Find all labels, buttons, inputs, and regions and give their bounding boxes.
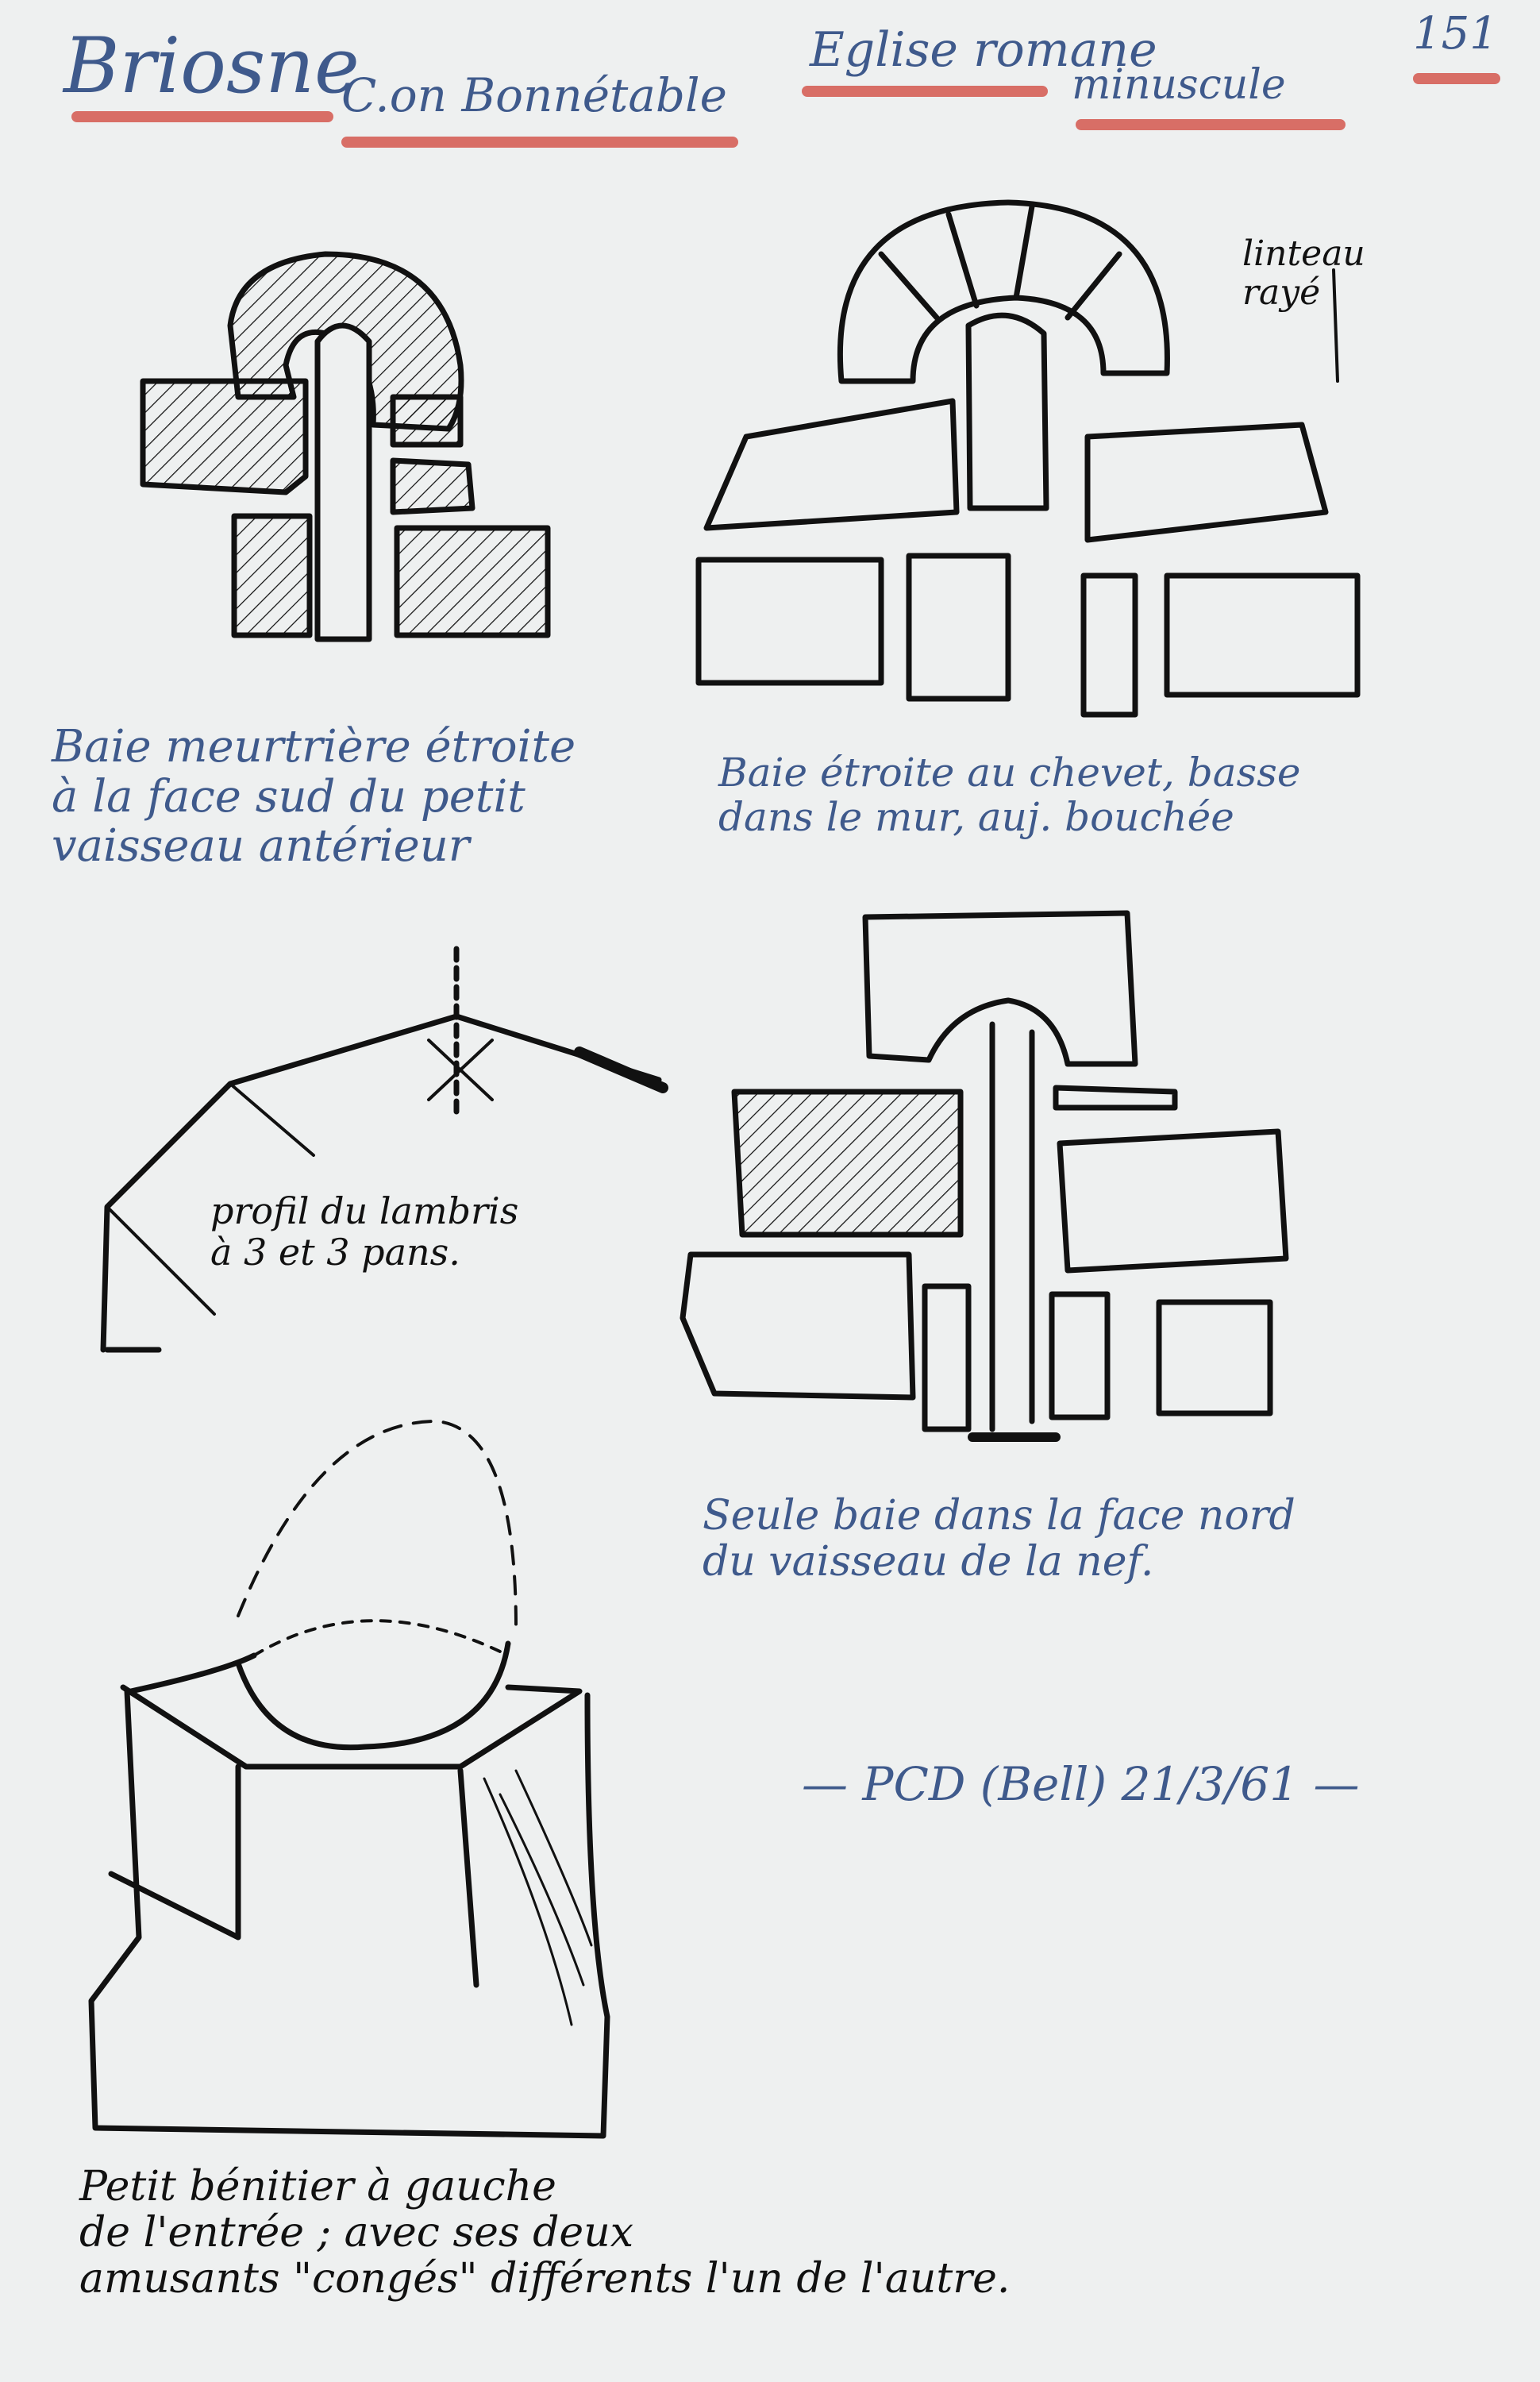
- caption-benitier-line-3: amusants "congés" différents l'un de l'autre.: [79, 2255, 1011, 2303]
- caption-linteau-line-1: linteau: [1242, 233, 1365, 274]
- caption-baie-sud-line-1: Baie meurtrière étroite: [52, 721, 576, 773]
- caption-baie-chevet-line-2: dans le mur, auj. bouchée: [718, 794, 1234, 840]
- caption-lambris: [210, 1191, 518, 1273]
- caption-baie-sud: [52, 723, 576, 872]
- sketch-lambris: [103, 949, 663, 1350]
- caption-benitier-line-1: Petit bénitier à gauche: [79, 2163, 556, 2210]
- header-canton: C.on Bonnétable: [341, 68, 727, 122]
- caption-baie-sud-line-3: vaisseau antérieur: [52, 820, 470, 873]
- caption-baie-nord: [703, 1493, 1296, 1585]
- page-number: 151: [1413, 8, 1498, 60]
- caption-linteau: [1242, 234, 1365, 313]
- sketch-baie-sud: [143, 254, 548, 639]
- signature-date: — PCD (Bell) 21/3/61 —: [802, 1757, 1360, 1811]
- caption-baie-nord-line-1: Seule baie dans la face nord: [703, 1492, 1296, 1540]
- sketch-benitier: [91, 1421, 607, 2136]
- caption-lambris-line-2: à 3 et 3 pans.: [210, 1230, 460, 1274]
- caption-baie-nord-line-2: du vaisseau de la nef.: [703, 1538, 1154, 1586]
- header-church-qualifier: minuscule: [1072, 61, 1286, 109]
- caption-lambris-line-1: profil du lambris: [210, 1189, 519, 1232]
- header-place: Briosne: [64, 21, 360, 110]
- sketch-baie-nord: [683, 913, 1286, 1437]
- caption-baie-chevet: [718, 750, 1300, 839]
- caption-benitier-line-2: de l'entrée ; avec ses deux: [79, 2209, 634, 2257]
- header-church: Eglise romane: [810, 22, 1157, 78]
- caption-linteau-line-2: rayé: [1242, 272, 1321, 314]
- caption-benitier: [79, 2164, 1010, 2303]
- caption-baie-sud-line-2: à la face sud du petit: [52, 770, 526, 823]
- caption-baie-chevet-line-1: Baie étroite au chevet, basse: [718, 750, 1301, 796]
